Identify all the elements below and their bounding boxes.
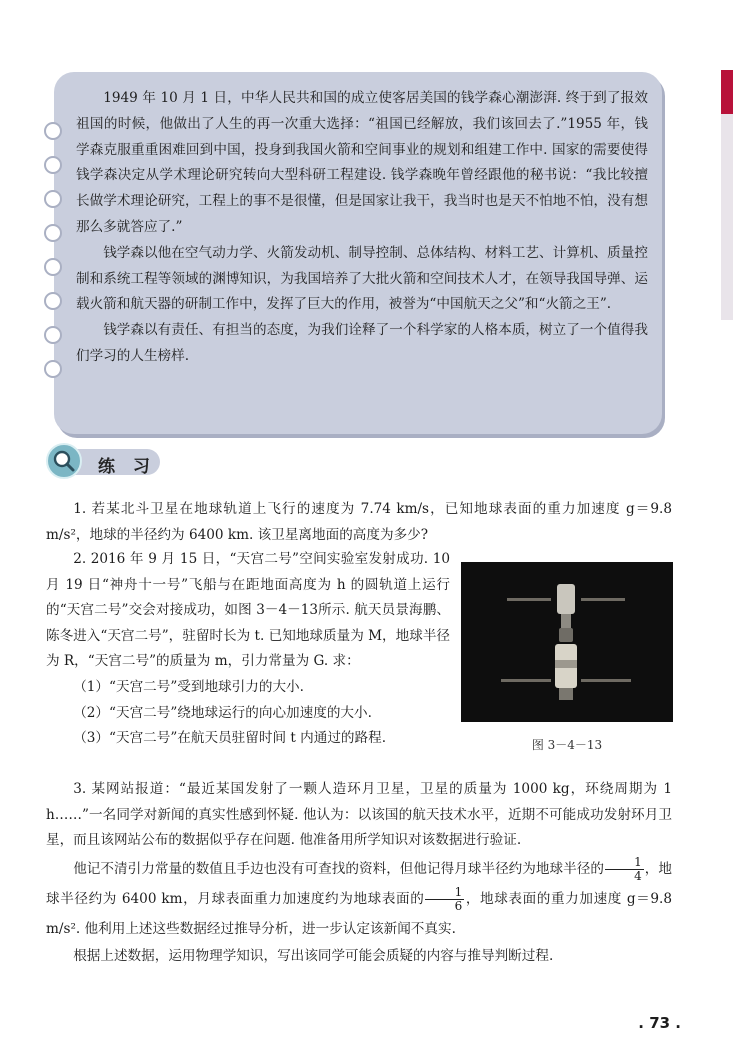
binder-ring [44,326,62,344]
binder-ring [44,190,62,208]
page-number: . 73 . [638,1014,681,1032]
binder-ring [44,224,62,242]
story-paragraph: 钱学森以他在空气动力学、火箭发动机、制导控制、总体结构、材料工艺、计算机、质量控制和系统工程等领域的渊博知识，为我国培养了大批火箭和空间技术人才，在领导我国导弹、运载火箭和航天器的研制工作中，发挥了巨大的作用，被誉为“中国航天之父”和“火箭之王”. [76,244,648,313]
exercise-title: 练 习 [98,457,156,477]
figure-caption: 图 3－4－13 [531,738,603,752]
story-paragraph: 1949 年 10 月 1 日，中华人民共和国的成立使客居美国的钱学森心潮澎湃. 终于到了报效祖国的时候，他做出了人生的再一次重大选择：“祖国已经解放，我们该回去了.”1955 年，钱学森克服重重困难回到中国，投身到我国火箭和空间事业的规划和组建工作中. 国家的需要使得钱学森决定从学术理论研究转向大型科研工程建设. 钱学森晚年曾经跟他的秘书说：“我比较擅长做学术理论研究，工程上的事不是很懂，但是国家让我干，我当时也是天不怕地不怕，没有想那么多就答应了.” [76,90,648,235]
question-3-paragraph-2: 他记不清引力常量的数值且手边也没有可查找的资料，但他记得月球半径约为地球半径的 $\frac{1}{4}$ ，地球半径约为 6400 km，月球表面重力加速度约为地球表面的 $\frac{1}{6}$ ，地球表面的重力加速度 g＝9.8 m/s². 他利用上述这些数据经过推导分析，进一步认定该新闻不真实. [46,854,672,937]
question-3-paragraph-3: 根据上述数据，运用物理学知识，写出该同学可能会质疑的内容与推导判断过程. [73,947,554,964]
binder-ring [44,258,62,276]
fraction-one-sixth: $\frac{1}{6}$ [425,886,464,913]
question-1: 1. 若某北斗卫星在地球轨道上飞行的速度为 7.74 km/s，已知地球表面的重力加速度 g＝9.8 m/s²，地球的半径约为 6400 km. 该卫星离地面的高度为多少? [46,501,672,543]
fraction-one-quarter: $\frac{1}{4}$ [605,856,644,883]
question-2-part-3: （3）“天宫二号”在航天员驻留时间 t 内通过的路程. [73,730,387,747]
question-3: 3. 某网站报道：“最近某国发射了一颗人造环月卫星，卫星的质量为 1000 kg，环绕周期为 1 h……”一名同学对新闻的真实性感到怀疑. 他认为：以该国的航天技术水平，近期不可能成功发射环月卫星，而且该网站公布的数据似乎存在问题. 他准备用所学知识对该数据进行验证. 他记不清引力常量的数值且手边也没有可查找的资料，但他记得月球半径约为地球半径的 $\frac{1}{4}$ ，地球半径约为 6400 km，月球表面重力加速度约为地球表面的 $\frac{1}{6}$ ，地球表面的重力加速度 g＝9.8 m/s². 他利用上述这些数据经过推导分析，进一步认定该新闻不真实. 根据上述数据，运用物理学知识，写出该同学可能会质疑的内容与推导判断过程. [46,777,672,969]
exercise-header [46,443,160,479]
binder-ring [44,156,62,174]
question-2: 2. 2016 年 9 月 15 日，“天宫二号”空间实验室发射成功. 10 月 19 日“神舟十一号”飞船与在距地面高度为 h 的圆轨道上运行的“天宫二号”交会对接成功，如图 3－4－13所示. 航天员景海鹏、陈冬进入“天宫二号”，驻留时长为 t. 已知地球质量为 M，地球半径为 R，“天宫二号”的质量为 m，引力常量为 G. 求： （1）“天宫二号”受到地球引力的大小. （2）“天宫二号”绕地球运行的向心加速度的大小. （3）“天宫二号”在航天员驻留时间 t 内通过的路程. [46,547,450,752]
story-box [54,72,662,434]
binder-ring [44,122,62,140]
binder-ring [44,292,62,310]
binder-ring [44,360,62,378]
question-2-part-1: （1）“天宫二号”受到地球引力的大小. [73,678,304,695]
chapter-edge-accent [721,70,733,114]
magnifier-icon [46,443,82,479]
space-station-photo [461,562,673,722]
question-2-part-2: （2）“天宫二号”绕地球运行的向心加速度的大小. [73,704,372,721]
chapter-edge-tab [721,70,733,320]
story-paragraph: 钱学森以有责任、有担当的态度，为我们诠释了一个科学家的人格本质，树立了一个值得我们学习的人生榜样. [76,322,648,364]
